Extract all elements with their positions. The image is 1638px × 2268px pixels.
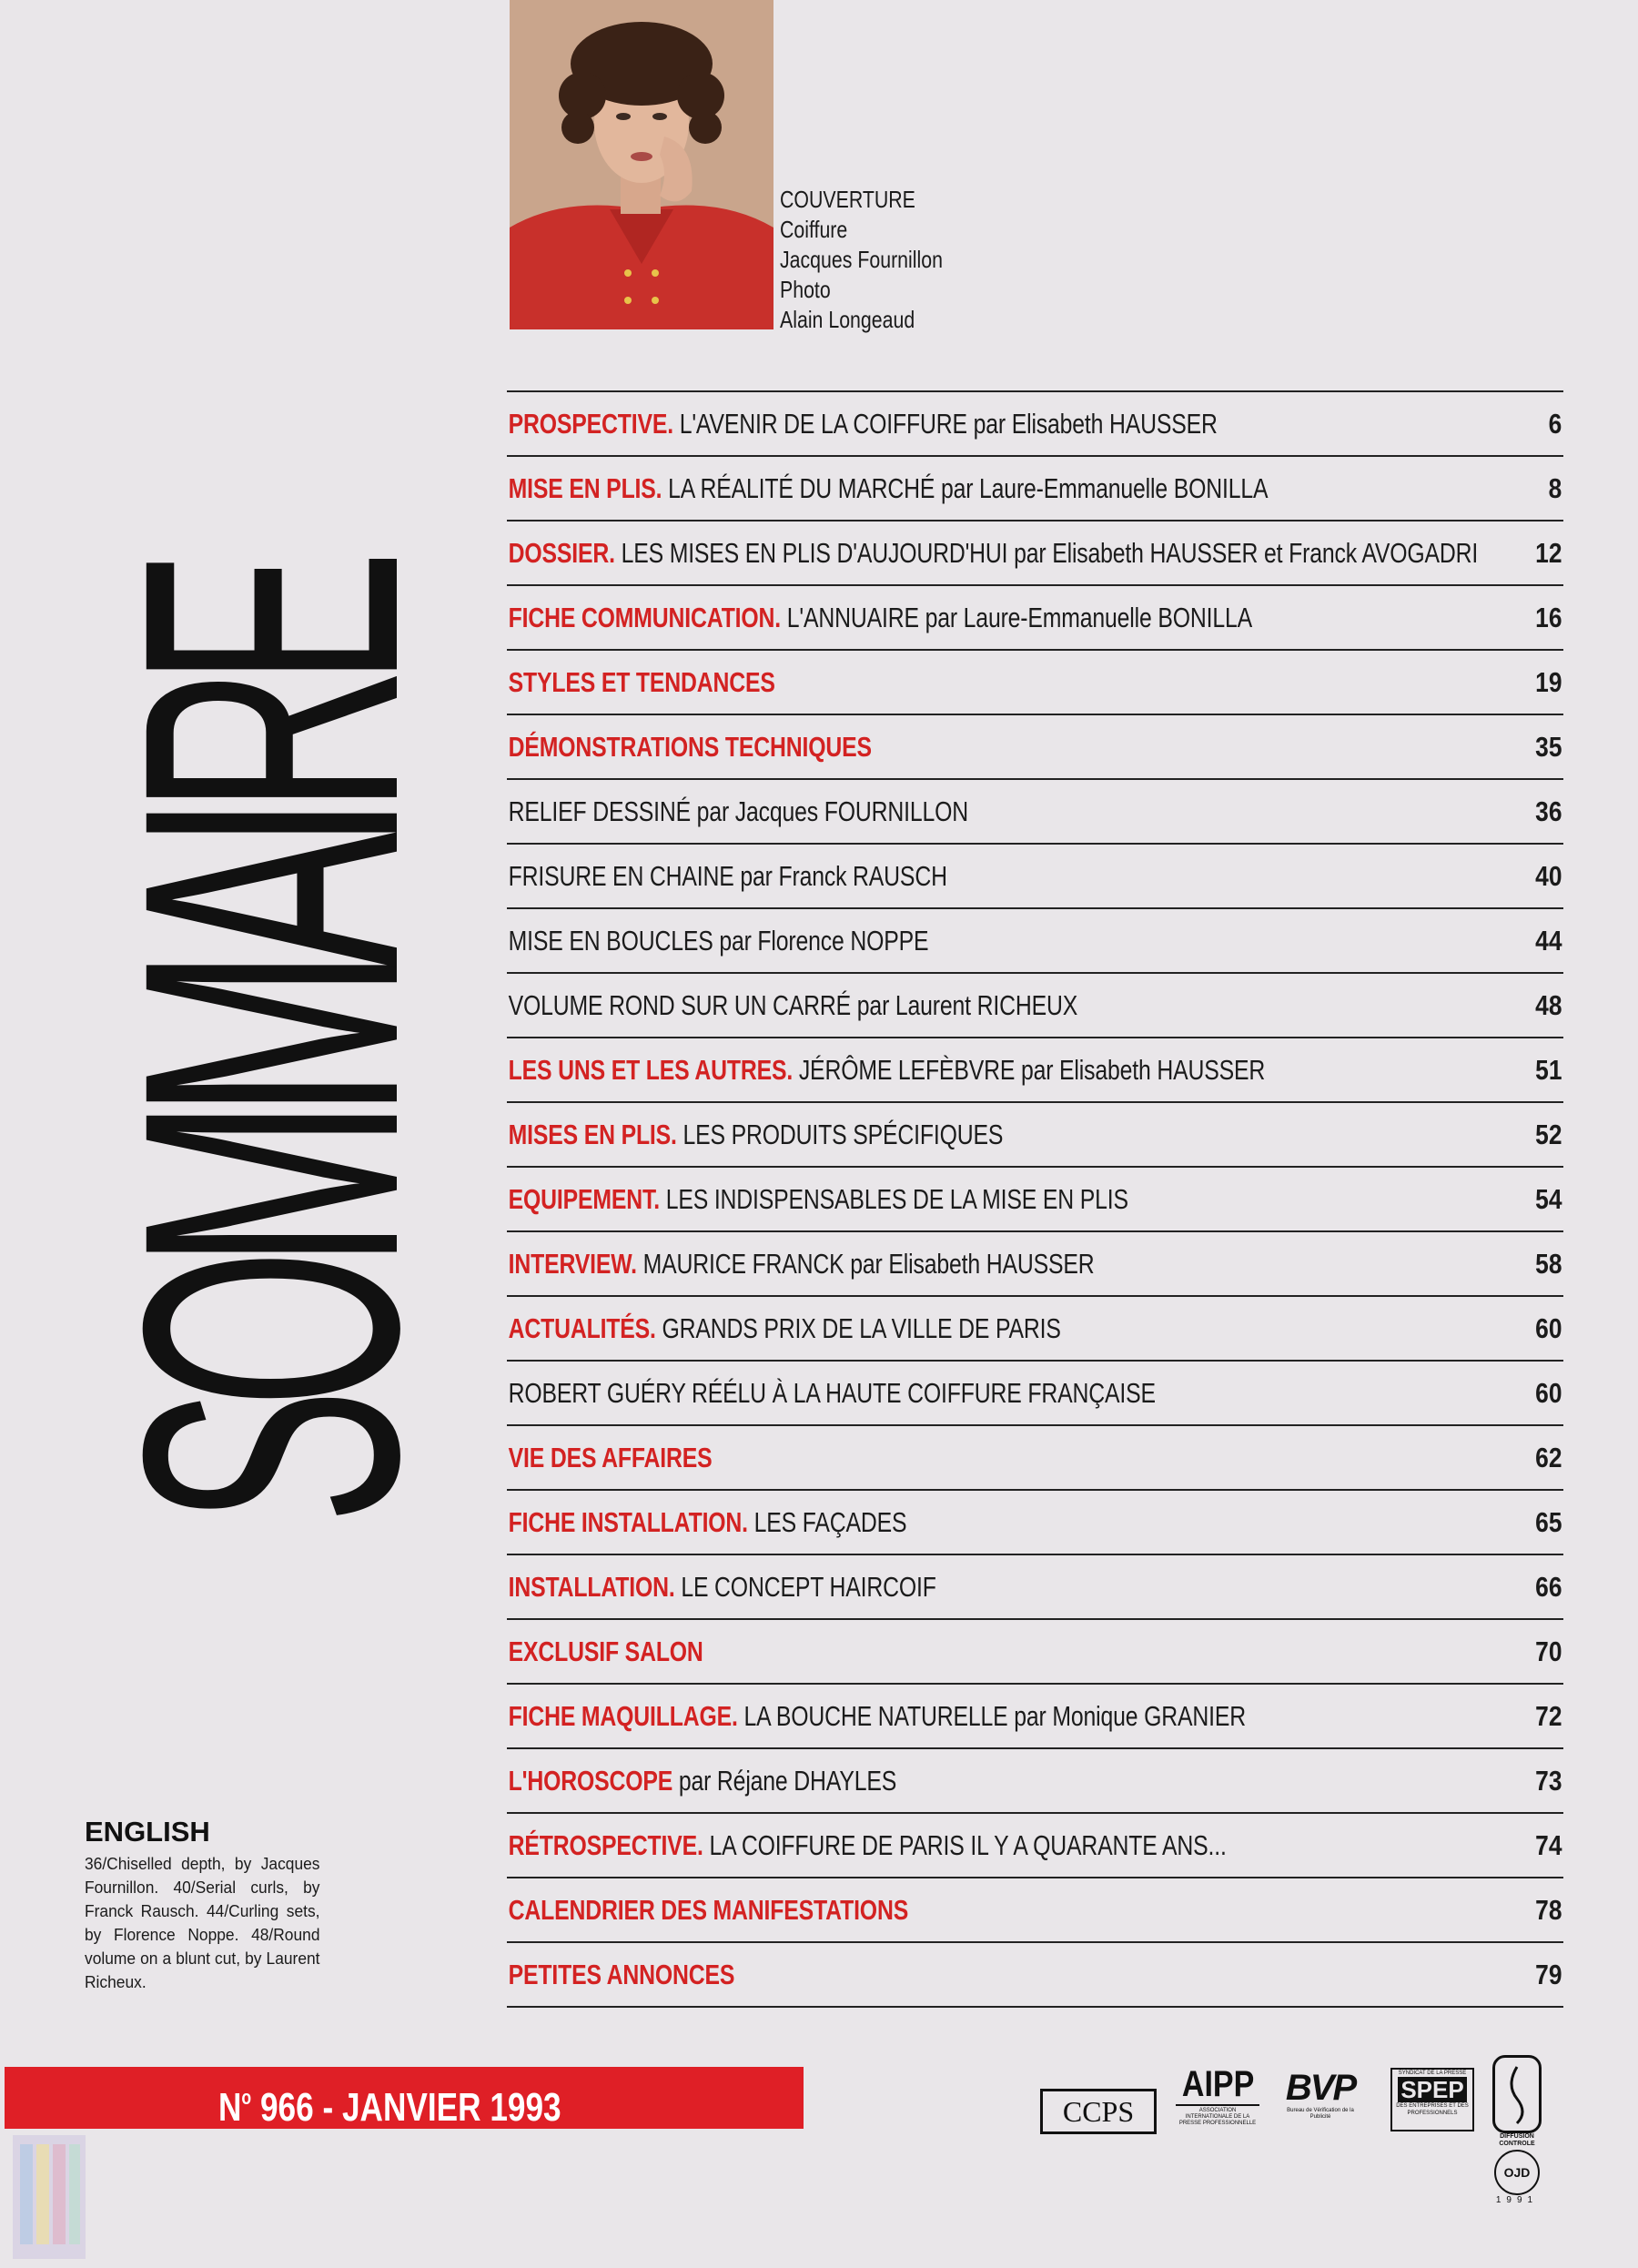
toc-page-number: 44: [1534, 925, 1562, 957]
toc-entry-text: [507, 1635, 1352, 1668]
bvp-logo-subtitle: Bureau de Vérification de la Publicité: [1287, 2108, 1354, 2120]
toc-entry: [507, 1426, 1563, 1491]
toc-entry: [507, 457, 1563, 521]
toc-entry: [507, 715, 1563, 780]
english-heading: ENGLISH: [85, 1816, 210, 1848]
page-title: SOMMAIRE: [67, 569, 474, 1524]
ojd-seal: OJD: [1494, 2150, 1540, 2195]
toc-page-number: 79: [1534, 1959, 1562, 1990]
toc-entry: [507, 521, 1563, 586]
toc-rubric: EXCLUSIF SALON: [508, 1635, 703, 1667]
toc-entry-text: [507, 1119, 1352, 1151]
toc-entry: [507, 909, 1563, 974]
toc-entry-text: [507, 1183, 1352, 1216]
toc-page-number: 74: [1534, 1829, 1562, 1861]
toc-page-number: 65: [1534, 1506, 1562, 1538]
toc-page-number: 35: [1534, 731, 1562, 763]
toc-rubric: FICHE COMMUNICATION.: [508, 601, 782, 633]
toc-entry: [507, 1297, 1563, 1362]
toc-entry-text: [507, 1959, 1352, 1991]
toc-page-number: 70: [1534, 1635, 1562, 1667]
cover-credit-line: Jacques Fournillon: [780, 246, 943, 273]
toc-page-number: 60: [1534, 1377, 1562, 1409]
toc-entry: [507, 780, 1563, 845]
toc-entry-text: [507, 1829, 1352, 1862]
toc-entry-text: [507, 408, 1352, 440]
toc-title: LA COIFFURE DE PARIS IL Y A QUARANTE ANS...: [703, 1828, 1227, 1861]
toc-page-number: 12: [1534, 537, 1562, 569]
toc-entry: [507, 1168, 1563, 1232]
toc-entry: [507, 1878, 1563, 1943]
toc-page-number: 36: [1534, 795, 1562, 827]
toc-title: LE CONCEPT HAIRCOIF: [674, 1570, 936, 1603]
spep-logo: [1390, 2068, 1474, 2131]
toc-page-number: 40: [1534, 860, 1562, 892]
cover-credit-label: COUVERTURE: [780, 186, 915, 213]
aipp-logo: [1176, 2064, 1259, 2127]
spep-logo-top: SYNDICAT DE LA PRESSE: [1398, 2071, 1467, 2076]
toc-entry: [507, 1232, 1563, 1297]
toc-rubric: FICHE MAQUILLAGE.: [508, 1699, 738, 1732]
toc-title: LA BOUCHE NATURELLE par Monique GRANIER: [737, 1699, 1246, 1732]
toc-title: RELIEF DESSINÉ par Jacques FOURNILLON: [508, 795, 968, 827]
english-body: 36/Chiselled depth, by Jacques Fournillon. 40/Serial curls, by Franck Rausch. 44/Curling sets, by Florence Noppe. 48/Round volume on a blunt cut, by Laurent Richeux.: [85, 1854, 320, 1991]
cover-credit-line: Alain Longeaud: [780, 306, 915, 333]
toc-rubric: CALENDRIER DES MANIFESTATIONS: [508, 1893, 909, 1926]
issue-degree: o: [241, 2086, 252, 2109]
toc-entry-text: [507, 731, 1352, 764]
ojd-label: DIFFUSION CONTROLE: [1499, 2133, 1535, 2147]
ojd-swirl-icon: [1495, 2058, 1539, 2131]
toc-entry-text: [507, 1894, 1352, 1927]
toc-page-number: 78: [1534, 1894, 1562, 1926]
toc-page-number: 6: [1548, 408, 1562, 440]
toc-rubric: DÉMONSTRATIONS TECHNIQUES: [508, 730, 872, 763]
toc-page-number: 16: [1534, 602, 1562, 633]
toc-title: par Réjane DHAYLES: [672, 1764, 897, 1797]
toc-entry: [507, 1685, 1563, 1749]
cover-credit-line: Coiffure: [780, 216, 848, 243]
toc-page-number: 72: [1534, 1700, 1562, 1732]
toc-entry-text: [507, 1377, 1352, 1410]
toc-page-number: 73: [1534, 1765, 1562, 1797]
toc-title: JÉRÔME LEFÈBVRE par Elisabeth HAUSSER: [793, 1053, 1266, 1086]
toc-page-number: 60: [1534, 1312, 1562, 1344]
cover-credit: [780, 185, 943, 335]
toc-page-number: 19: [1534, 666, 1562, 698]
spep-logo-text: SPEP: [1398, 2077, 1467, 2102]
toc-rubric: VIE DES AFFAIRES: [508, 1441, 713, 1473]
aipp-logo-text: AIPP: [1181, 2064, 1255, 2104]
toc-rubric: DOSSIER.: [508, 536, 615, 569]
toc-entry-text: [507, 1248, 1352, 1281]
toc-rubric: PROSPECTIVE.: [508, 407, 673, 440]
issue-number: [218, 2071, 561, 2130]
toc-page-number: 52: [1534, 1119, 1562, 1150]
toc-entry-text: [507, 925, 1352, 957]
toc-entry-text: [507, 602, 1352, 634]
toc-entry-text: [507, 1442, 1352, 1474]
cover-photo: [510, 0, 774, 329]
toc-page-number: 51: [1534, 1054, 1562, 1086]
toc-entry: [507, 1943, 1563, 2008]
toc-rubric: LES UNS ET LES AUTRES.: [508, 1053, 794, 1086]
toc-entry-text: [507, 1571, 1352, 1604]
toc-page-number: 62: [1534, 1442, 1562, 1473]
toc-page-number: 54: [1534, 1183, 1562, 1215]
toc-entry: [507, 392, 1563, 457]
toc-title: L'AVENIR DE LA COIFFURE par Elisabeth HAUSSER: [672, 407, 1218, 440]
toc-entry-text: [507, 472, 1352, 505]
toc-entry: [507, 1491, 1563, 1555]
ojd-emblem: [1492, 2055, 1542, 2133]
toc-title: VOLUME ROND SUR UN CARRÉ par Laurent RICHEUX: [508, 988, 1078, 1021]
toc-title: MAURICE FRANCK par Elisabeth HAUSSER: [636, 1247, 1095, 1280]
toc-title: ROBERT GUÉRY RÉÉLU À LA HAUTE COIFFURE FRANÇAISE: [508, 1376, 1156, 1409]
toc-entry: [507, 1555, 1563, 1620]
english-summary: [85, 1816, 321, 1994]
ojd-logo: [1489, 2055, 1545, 2205]
toc-entry: [507, 1362, 1563, 1426]
bvp-logo: [1279, 2068, 1362, 2121]
toc-entry-text: [507, 1054, 1352, 1087]
toc-entry: [507, 1814, 1563, 1878]
toc-page-number: 48: [1534, 989, 1562, 1021]
spep-logo-bottom: DES ENTREPRISES ET DES PROFESSIONNELS: [1396, 2103, 1469, 2116]
toc-rubric: MISE EN PLIS.: [508, 471, 662, 504]
toc-rubric: STYLES ET TENDANCES: [508, 665, 775, 698]
toc-rubric: INTERVIEW.: [508, 1247, 637, 1280]
toc-entry: [507, 1103, 1563, 1168]
toc-title: LES INDISPENSABLES DE LA MISE EN PLIS: [659, 1182, 1128, 1215]
toc-rubric: MISES EN PLIS.: [508, 1118, 677, 1150]
toc-rubric: EQUIPEMENT.: [508, 1182, 660, 1215]
toc-title: FRISURE EN CHAINE par Franck RAUSCH: [508, 859, 947, 892]
toc-entry: [507, 586, 1563, 651]
toc-entry: [507, 1038, 1563, 1103]
scan-mark-icon: [13, 2135, 86, 2259]
toc-entry-text: [507, 795, 1352, 828]
cover-credit-line: Photo: [780, 276, 831, 303]
toc-entry-text: [507, 1506, 1352, 1539]
toc-entry: [507, 1620, 1563, 1685]
toc-title: LES PRODUITS SPÉCIFIQUES: [676, 1118, 1004, 1150]
toc-title: L'ANNUAIRE par Laure-Emmanuelle BONILLA: [781, 601, 1253, 633]
toc-rubric: L'HOROSCOPE: [508, 1764, 673, 1797]
toc-title: MISE EN BOUCLES par Florence NOPPE: [508, 924, 929, 957]
aipp-logo-subtitle: ASSOCIATION INTERNATIONALE DE LA PRESSE PROFESSIONNELLE: [1176, 2104, 1259, 2127]
toc-entry-text: [507, 860, 1352, 893]
toc-rubric: INSTALLATION.: [508, 1570, 675, 1603]
toc-entry-text: [507, 1700, 1352, 1733]
ojd-year: 1991: [1495, 2195, 1539, 2205]
table-of-contents: [507, 390, 1563, 2008]
toc-entry-text: [507, 1765, 1352, 1797]
toc-page-number: 58: [1534, 1248, 1562, 1280]
toc-title: GRANDS PRIX DE LA VILLE DE PARIS: [655, 1311, 1061, 1344]
toc-page-number: 66: [1534, 1571, 1562, 1603]
toc-rubric: RÉTROSPECTIVE.: [508, 1828, 703, 1861]
toc-entry-text: [507, 1312, 1352, 1345]
toc-entry-text: [507, 666, 1352, 699]
toc-entry-text: [507, 989, 1352, 1022]
ccps-logo: CCPS: [1040, 2089, 1157, 2134]
toc-entry: [507, 651, 1563, 715]
issue-date: 966 - JANVIER 1993: [251, 2085, 561, 2130]
toc-page-number: 8: [1548, 472, 1562, 504]
toc-rubric: FICHE INSTALLATION.: [508, 1505, 748, 1538]
toc-entry: [507, 974, 1563, 1038]
toc-entry-text: [507, 537, 1478, 570]
bvp-logo-text: BVP: [1285, 2068, 1356, 2108]
toc-title: LA RÉALITÉ DU MARCHÉ par Laure-Emmanuelle BONILLA: [662, 471, 1269, 504]
toc-entry: [507, 1749, 1563, 1814]
issue-prefix: N: [218, 2085, 242, 2130]
toc-rubric: ACTUALITÉS.: [508, 1311, 656, 1344]
toc-entry: [507, 845, 1563, 909]
toc-title: LES FAÇADES: [747, 1505, 907, 1538]
cover-portrait-image: [510, 0, 774, 329]
toc-rubric: PETITES ANNONCES: [508, 1958, 735, 1990]
toc-title: LES MISES EN PLIS D'AUJOURD'HUI par Elisabeth HAUSSER et Franck AVOGADRI: [614, 536, 1479, 569]
